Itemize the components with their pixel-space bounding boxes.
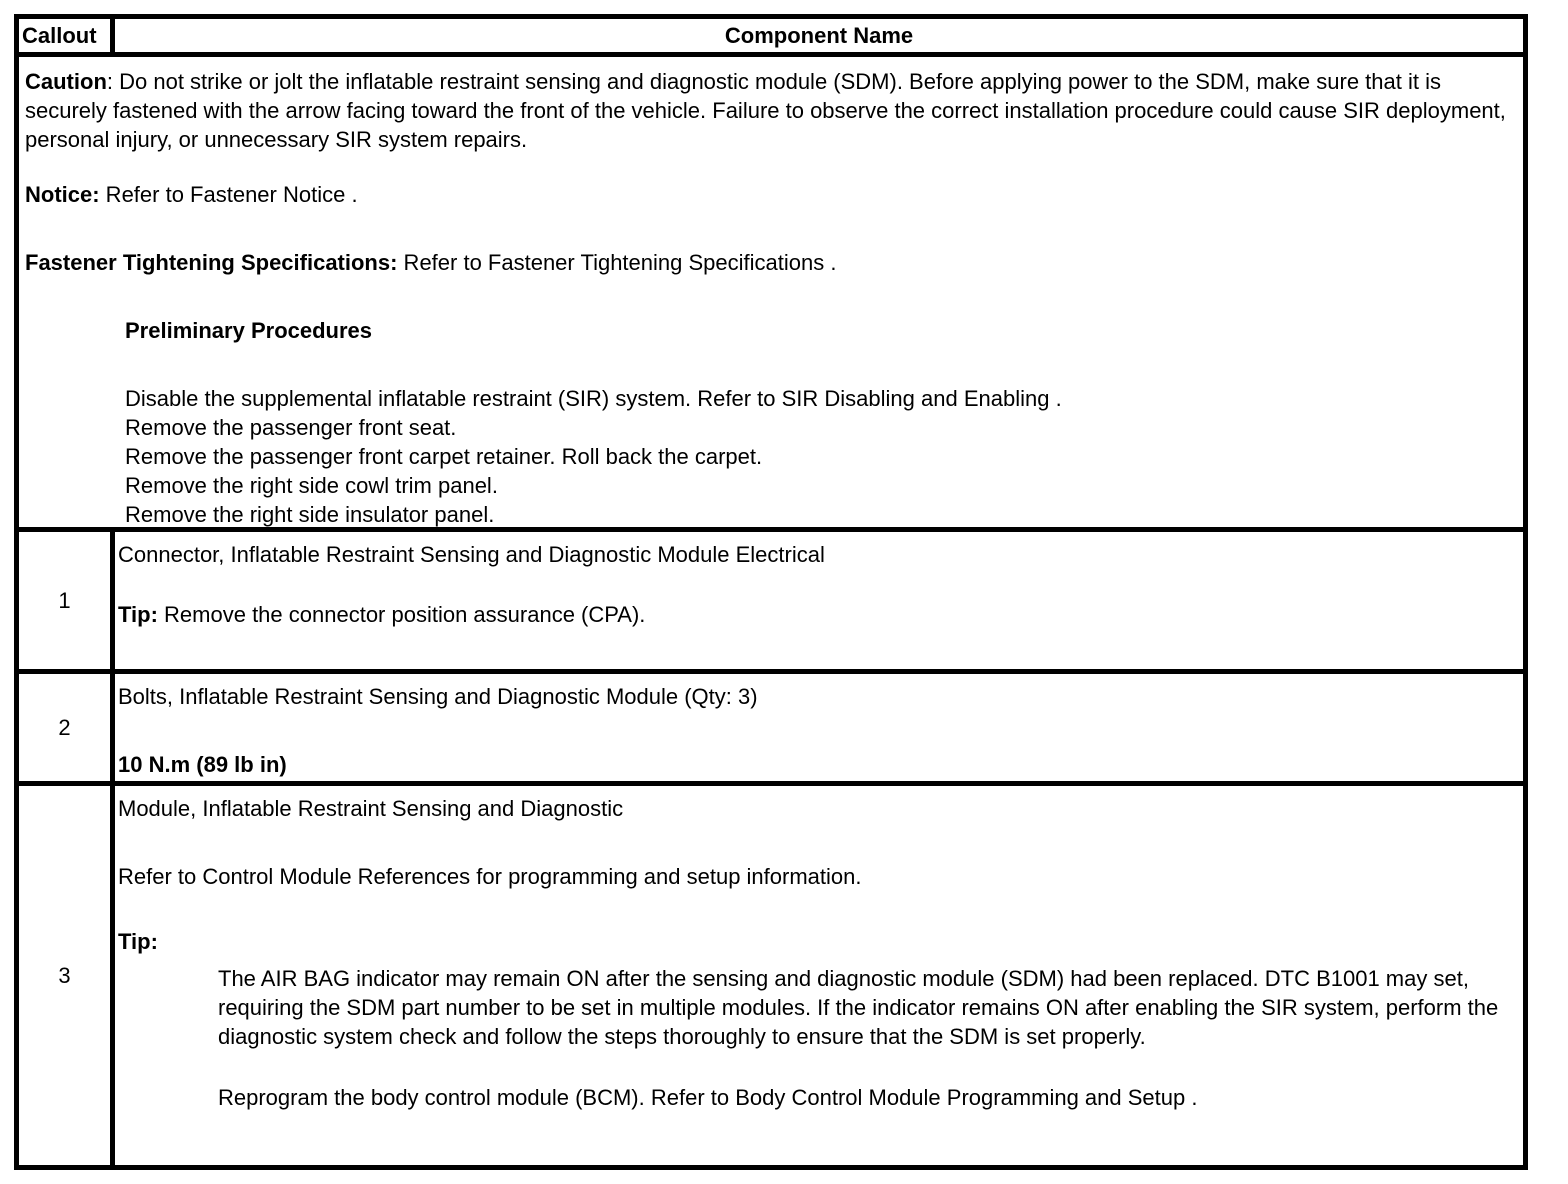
module-reference-text: Refer to Control Module References for programming and setup information.: [118, 864, 862, 889]
preliminary-step: Remove the right side insulator panel.: [125, 502, 495, 527]
callout-number: 2: [19, 674, 115, 781]
column-header-component-name: Component Name: [724, 23, 914, 48]
tip-paragraph: Reprogram the body control module (BCM). Refer to Body Control Module Programming and Setup .: [218, 1085, 1198, 1110]
tip-paragraph: [118, 600, 1519, 629]
notice-label: Notice:: [25, 182, 100, 207]
notice-text: Refer to Fastener Notice .: [99, 182, 358, 207]
caution-paragraph: [25, 67, 1519, 154]
preliminary-step: Disable the supplemental inflatable restraint (SIR) system. Refer to SIR Disabling and Enabling .: [125, 386, 1062, 411]
caution-text: : Do not strike or jolt the inflatable restraint sensing and diagnostic module (SDM). Before applying power to the SDM, make sure that it is securely fastened with the arrow facing toward the front of the vehicle. Failure to observe the correct installation procedure could cause SIR deployment, personal injury, or unnecessary SIR system repairs.: [25, 69, 1506, 152]
component-callout-table: [14, 14, 1528, 1170]
tip-text: Remove the connector position assurance (CPA).: [157, 602, 646, 627]
preliminary-step: Remove the passenger front seat.: [125, 415, 457, 440]
tip-paragraph: The AIR BAG indicator may remain ON after the sensing and diagnostic module (SDM) had been replaced. DTC B1001 may set, requiring the SDM part number to be set in multiple modules. If the indicator remains ON after enabling the SIR system, perform the diagnostic system check and follow the steps thoroughly to ensure that the SDM is set properly.: [218, 966, 1499, 1049]
preliminary-steps-list: [125, 384, 1519, 527]
intro-cell: [19, 57, 1523, 527]
torque-spec: 10 N.m (89 lb in): [118, 752, 287, 777]
preliminary-step: Remove the passenger front carpet retainer. Roll back the carpet.: [125, 444, 763, 469]
fastener-spec-paragraph: [25, 248, 1519, 277]
fastener-spec-text: Refer to Fastener Tightening Specifications .: [397, 250, 837, 275]
table-header-row: [19, 19, 1523, 57]
preliminary-step: Remove the right side cowl trim panel.: [125, 473, 498, 498]
table-row: [19, 786, 1523, 1165]
tip-label: Tip:: [118, 929, 158, 954]
callout-number: 1: [19, 532, 115, 669]
component-cell: [115, 532, 1523, 669]
table-row: [19, 674, 1523, 786]
callout-number: 3: [19, 786, 115, 1165]
preliminary-procedures-title: Preliminary Procedures: [125, 318, 373, 343]
component-title: Connector, Inflatable Restraint Sensing and Diagnostic Module Electrical: [118, 542, 825, 567]
column-header-callout: Callout: [19, 19, 115, 52]
intro-row: [19, 57, 1523, 532]
component-title: Bolts, Inflatable Restraint Sensing and Diagnostic Module (Qty: 3): [118, 684, 758, 709]
component-cell: [115, 786, 1523, 1165]
caution-label: Caution: [25, 69, 107, 94]
table-row: [19, 532, 1523, 674]
component-title: Module, Inflatable Restraint Sensing and Diagnostic: [118, 796, 624, 821]
fastener-spec-label: Fastener Tightening Specifications:: [25, 250, 398, 275]
tip-label: Tip:: [118, 602, 158, 627]
notice-paragraph: [25, 180, 1519, 209]
component-cell: [115, 674, 1523, 781]
